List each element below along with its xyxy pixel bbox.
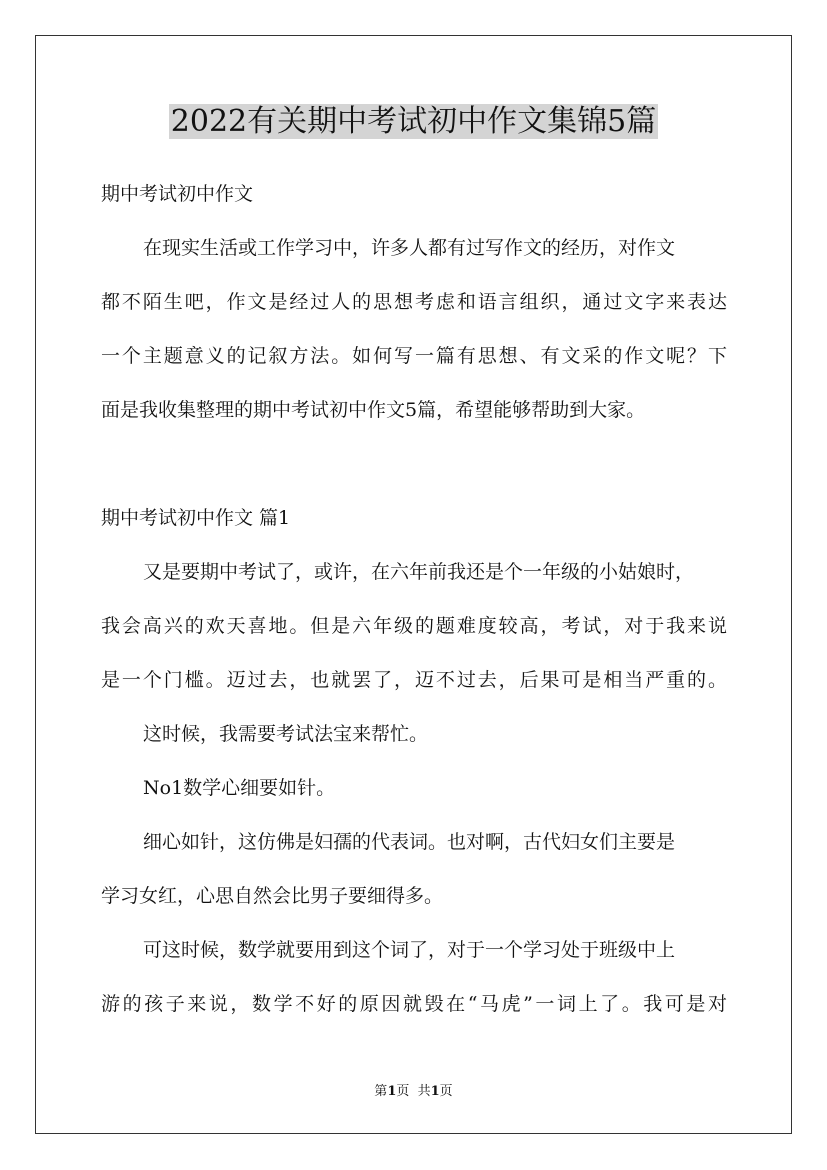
footer-prefix: 第 — [374, 1084, 388, 1099]
page-footer — [0, 1083, 827, 1101]
footer-page-total: 1 — [430, 1084, 440, 1099]
intro-line-4: 面是我收集整理的期中考试初中作文5篇，希望能够帮助到大家。 — [101, 399, 646, 421]
essay1-heading: 期中考试初中作文 篇1 — [101, 507, 291, 529]
footer-page-current: 1 — [387, 1084, 397, 1099]
essay1-line-1: 又是要期中考试了，或许，在六年前我还是个一年级的小姑娘时， — [143, 561, 695, 583]
document-title-text: 2022有关期中考试初中作文集锦5篇 — [170, 104, 657, 139]
footer-mid: 页 共 — [396, 1084, 431, 1099]
intro-heading: 期中考试初中作文 — [101, 183, 254, 205]
document-title — [0, 100, 827, 144]
footer-suffix: 页 — [439, 1084, 453, 1099]
essay1-line-3: 是一个门槛。迈过去，也就罢了，迈不过去，后果可是相当严重的。 — [101, 669, 727, 691]
intro-line-2: 都不陌生吧，作文是经过人的思想考虑和语言组织，通过文字来表达 — [101, 291, 727, 313]
essay1-line-5: No1数学心细要如针。 — [143, 777, 336, 799]
intro-line-1: 在现实生活或工作学习中，许多人都有过写作文的经历，对作文 — [143, 237, 676, 259]
intro-line-3: 一个主题意义的记叙方法。如何写一篇有思想、有文采的作文呢？下 — [101, 345, 727, 367]
essay1-line-9: 游的孩子来说，数学不好的原因就毁在“马虎”一词上了。我可是对 — [101, 993, 727, 1015]
essay1-line-4: 这时候，我需要考试法宝来帮忙。 — [143, 723, 429, 745]
essay1-line-7: 学习女红，心思自然会比男子要细得多。 — [101, 885, 444, 907]
essay1-line-8: 可这时候，数学就要用到这个词了，对于一个学习处于班级中上 — [143, 939, 676, 961]
essay1-line-6: 细心如针，这仿佛是妇孺的代表词。也对啊，古代妇女们主要是 — [143, 831, 676, 853]
essay1-line-2: 我会高兴的欢天喜地。但是六年级的题难度较高，考试，对于我来说 — [101, 615, 727, 637]
